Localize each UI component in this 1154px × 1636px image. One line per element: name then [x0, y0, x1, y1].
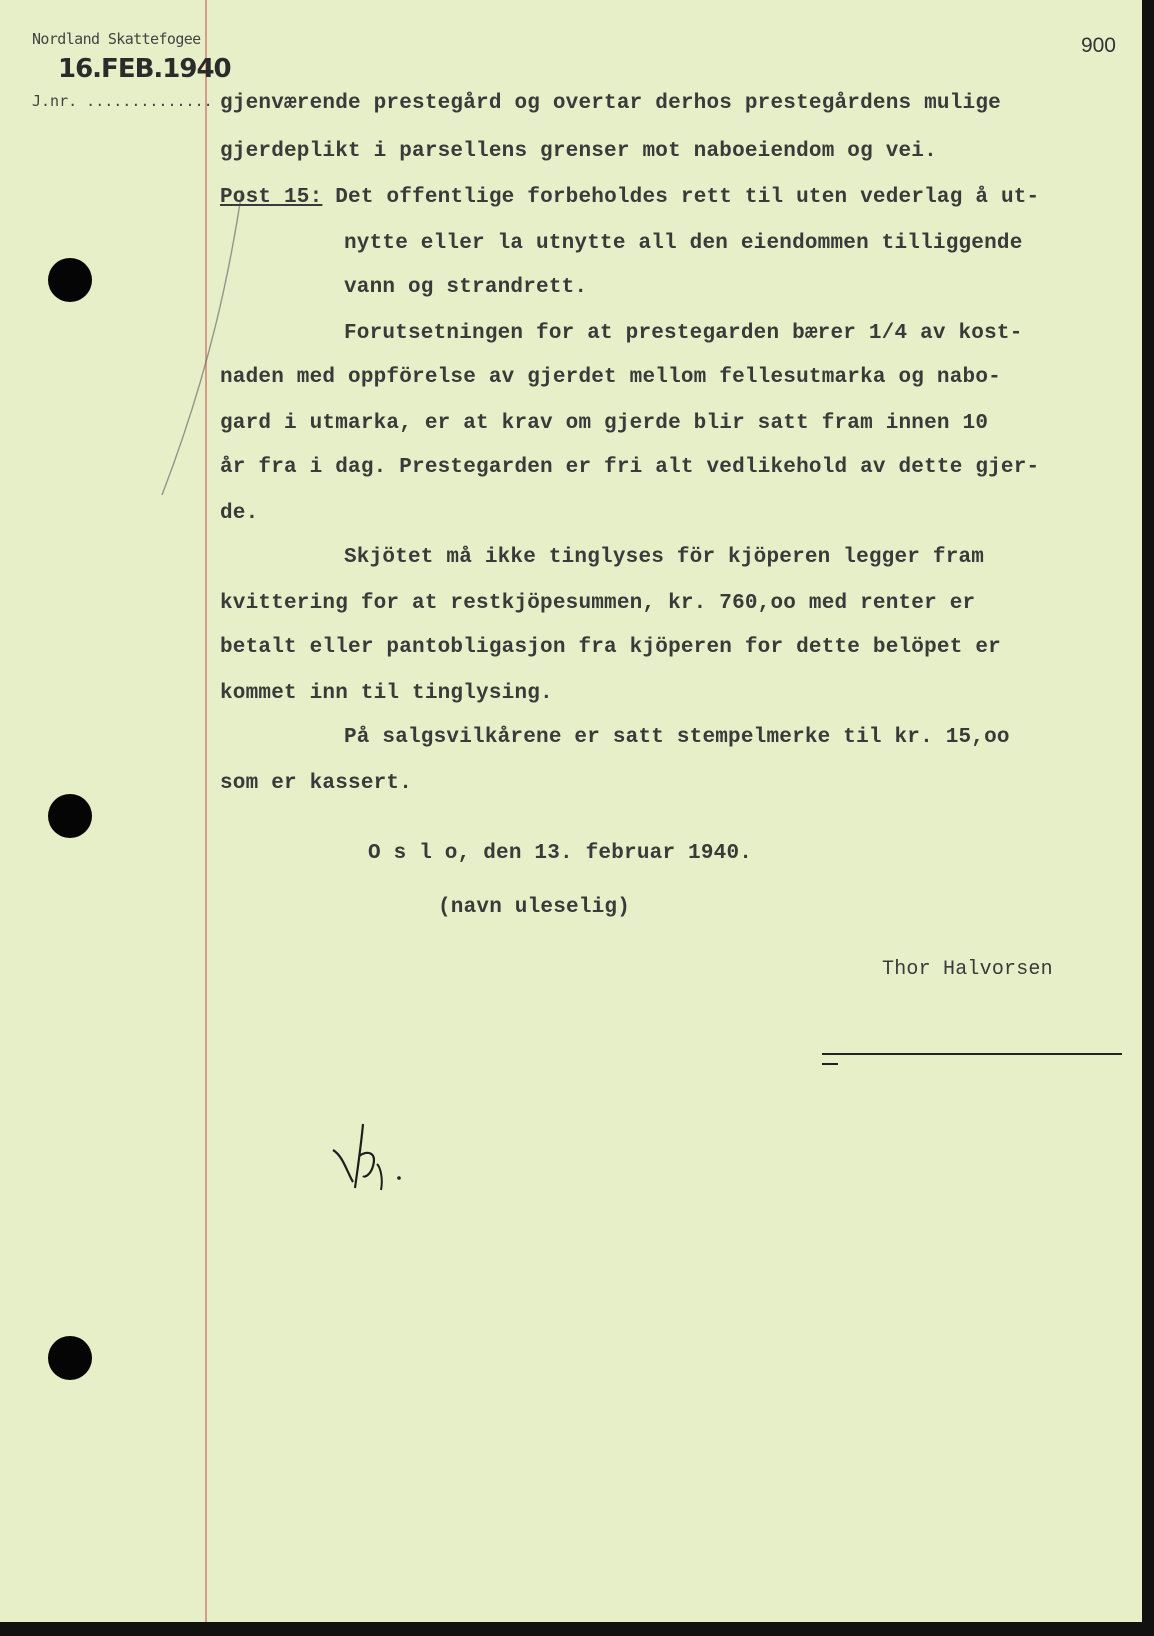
body-line-2: gjerdeplikt i parsellens grenser mot naboeiendom og vei. — [220, 140, 937, 163]
body-line-6: Forutsetningen for at prestegarden bærer 1/4 av kost- — [344, 322, 1023, 345]
body-line-11: Skjötet må ikke tinglyses för kjöperen legger fram — [344, 546, 985, 569]
signature-line-dash — [822, 1063, 838, 1065]
body-line-1: gjenværende prestegård og overtar derhos prestegårdens mulige — [220, 92, 1001, 115]
signatory-name: Thor Halvorsen — [882, 958, 1053, 981]
body-line-12: kvittering for at restkjöpesummen, kr. 760,oo med renter er — [220, 592, 976, 615]
punch-hole-top — [48, 258, 92, 302]
body-line-10: de. — [220, 502, 259, 525]
body-line-15: På salgsvilkårene er satt stempelmerke til kr. 15,oo — [344, 726, 1010, 749]
stamp-date: 16.FEB.1940 — [58, 54, 231, 84]
body-line-9: år fra i dag. Prestegarden er fri alt vedlikehold av dette gjer- — [220, 456, 1040, 479]
body-line-4: nytte eller la utnytte all den eiendommen tilliggende — [344, 232, 1023, 255]
stamp-office: Nordland Skattefogee — [32, 30, 201, 48]
body-line-5: vann og strandrett. — [344, 276, 588, 299]
handwritten-initials — [325, 1120, 425, 1200]
stamp-jnr-label: J.nr. — [32, 92, 78, 110]
page-number: 900 — [1080, 34, 1116, 57]
registration-stamp — [32, 30, 231, 110]
punch-hole-middle — [48, 794, 92, 838]
stamp-journal-number — [32, 92, 213, 110]
post-15-line — [220, 186, 1039, 209]
body-line-13: betalt eller pantobligasjon fra kjöperen for dette belöpet er — [220, 636, 1001, 659]
signature-line — [822, 1053, 1122, 1055]
pencil-mark — [150, 150, 270, 550]
body-line-7: naden med oppförelse av gjerdet mellom fellesutmarka og nabo- — [220, 366, 1001, 389]
body-line-16: som er kassert. — [220, 772, 413, 795]
scan-edge-bottom — [0, 1622, 1154, 1636]
body-line-14: kommet inn til tinglysing. — [220, 682, 553, 705]
stamp-jnr-blank: .............. — [77, 92, 213, 110]
body-line-8: gard i utmarka, er at krav om gjerde blir satt fram innen 10 — [220, 412, 989, 435]
punch-hole-bottom — [48, 1336, 92, 1380]
name-illegible: (navn uleselig) — [438, 896, 631, 919]
post-15-label: Post 15: — [220, 186, 323, 209]
body-line-3: Det offentlige forbeholdes rett til uten vederlag å ut- — [335, 186, 1040, 209]
scan-edge-right — [1142, 0, 1154, 1636]
place-date: O s l o, den 13. februar 1940. — [368, 842, 753, 865]
